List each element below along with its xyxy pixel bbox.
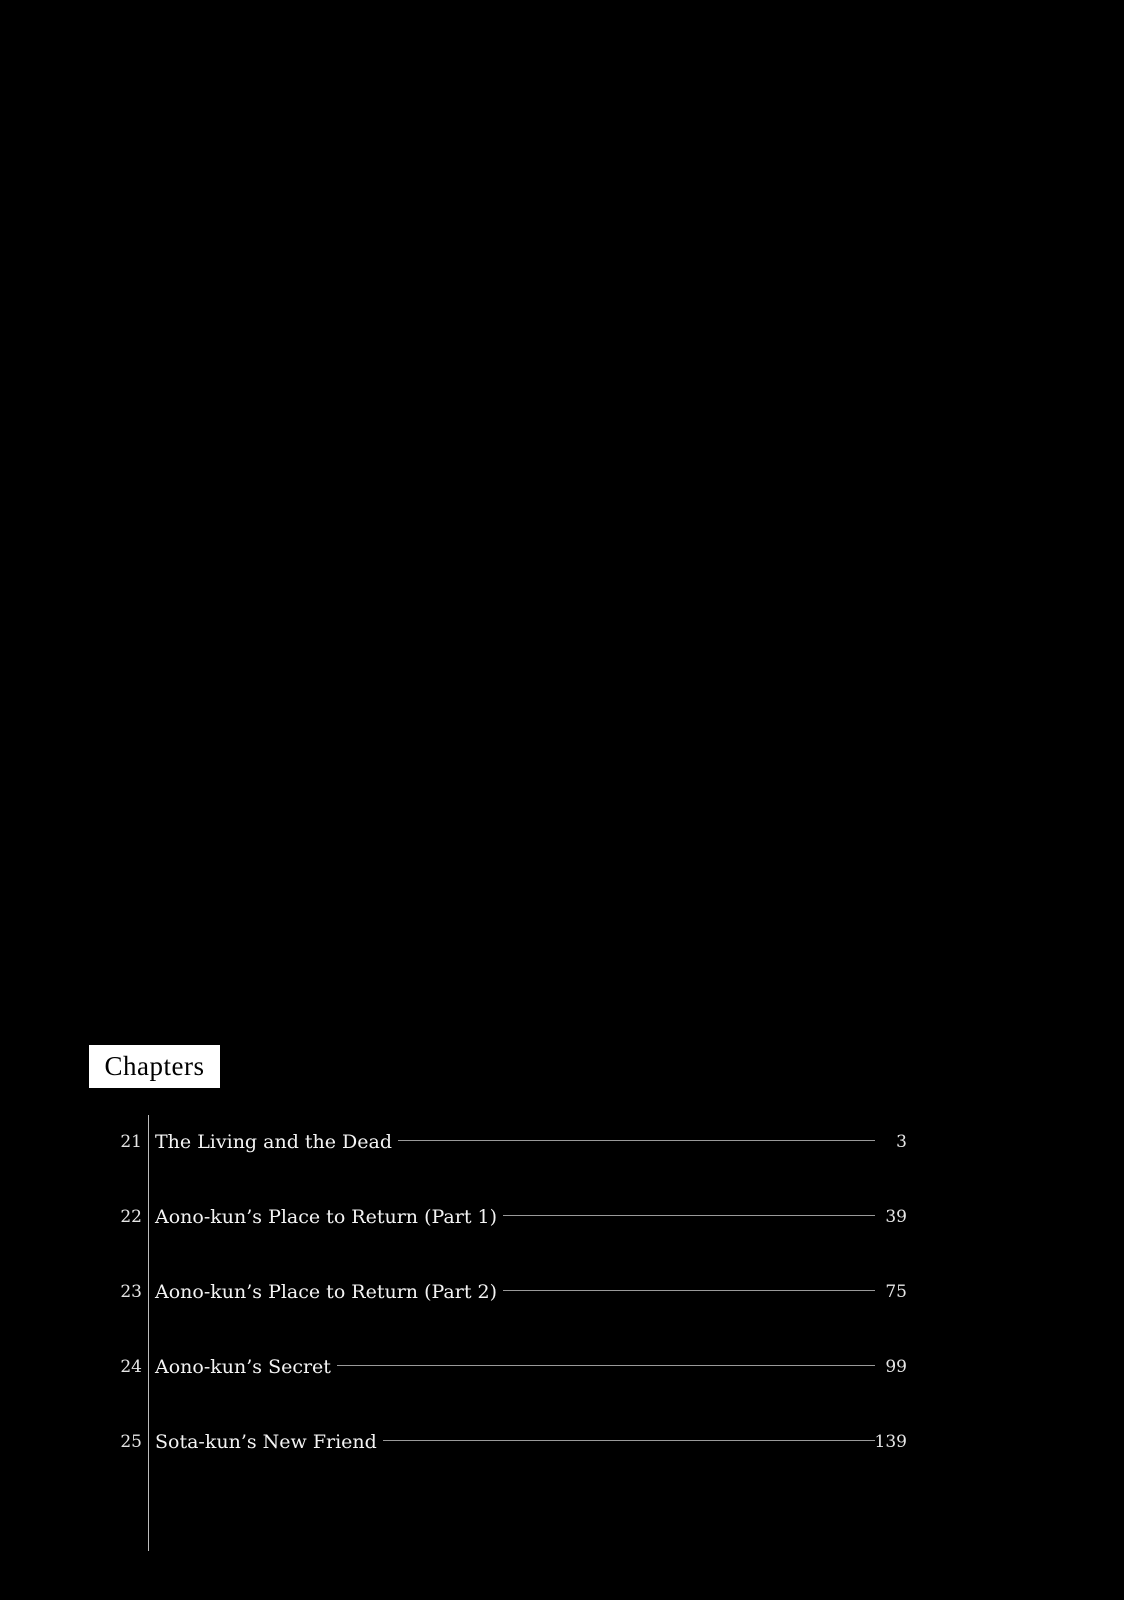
chapter-title-row <box>155 1352 875 1382</box>
toc-entry[interactable] <box>0 1427 1124 1457</box>
chapter-title: The Living and the Dead <box>155 1131 393 1153</box>
chapter-number: 25 <box>120 1432 142 1452</box>
leader-line <box>503 1215 875 1216</box>
chapter-page-number: 39 <box>885 1207 907 1227</box>
chapter-title: Aono-kun’s Place to Return (Part 2) <box>155 1281 498 1303</box>
leader-line <box>383 1440 875 1441</box>
chapter-page-number: 99 <box>885 1357 907 1377</box>
chapter-number: 24 <box>120 1357 142 1377</box>
chapter-title-row <box>155 1277 875 1307</box>
chapter-number: 21 <box>120 1132 142 1152</box>
chapter-title: Aono-kun’s Secret <box>155 1356 331 1378</box>
leader-line <box>398 1140 875 1141</box>
chapter-number: 22 <box>120 1207 142 1227</box>
toc-entry[interactable] <box>0 1202 1124 1232</box>
chapter-number: 23 <box>120 1282 142 1302</box>
toc-entry[interactable] <box>0 1277 1124 1307</box>
chapter-title-row <box>155 1202 875 1232</box>
chapter-page-number: 3 <box>896 1132 907 1152</box>
chapter-page-number: 139 <box>874 1432 907 1452</box>
chapters-heading <box>89 1045 220 1088</box>
leader-line <box>337 1365 875 1366</box>
toc-vertical-rule <box>148 1115 149 1551</box>
chapter-title: Aono-kun’s Place to Return (Part 1) <box>155 1206 498 1228</box>
chapter-page-number: 75 <box>885 1282 907 1302</box>
chapter-title: Sota-kun’s New Friend <box>155 1431 377 1453</box>
chapter-title-row <box>155 1427 875 1457</box>
toc-entry[interactable] <box>0 1352 1124 1382</box>
chapter-title-row <box>155 1127 875 1157</box>
chapters-heading-label: Chapters <box>104 1051 205 1081</box>
toc-entry[interactable] <box>0 1127 1124 1157</box>
leader-line <box>503 1290 875 1291</box>
